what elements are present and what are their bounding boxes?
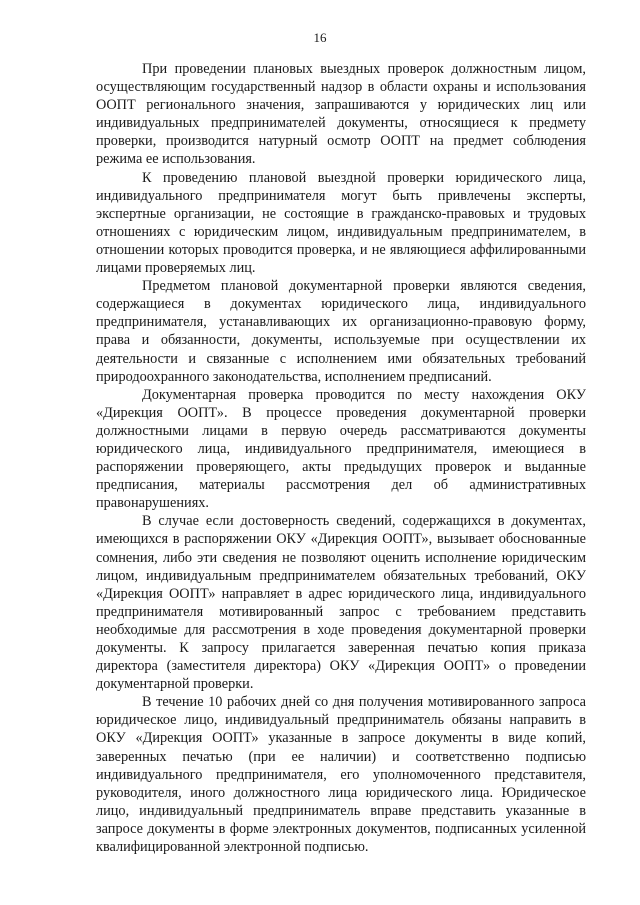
page-number: 16 [313, 30, 327, 45]
paragraph-documentary-inspection-location: Документарная проверка проводится по месту нахождения ОКУ «Дирекция ООПТ». В процессе проведения документарной проверки должностными лицами в первую очередь рассматриваются документы юридического лица, индивидуального предпринимателя, имеющиеся в распоряжении проверяющего, акты предыдущих проверок и выданные предписания, материалы рассмотрения дел об административных правонарушениях. [96, 386, 586, 512]
paragraph-reasoned-request: В случае если достоверность сведений, содержащихся в документах, имеющихся в распоряжении ОКУ «Дирекция ООПТ», вызывает обоснованные сомнения, либо эти сведения не позволяют оценить исполнение юридическим лицом, индивидуальным предпринимателем обязательных требований, ОКУ «Дирекция ООПТ» направляет в адрес юридического лица, индивидуального предпринимателя мотивированный запрос с требованием представить необходимые для рассмотрения в ходе проведения документарной проверки документы. К запросу прилагается заверенная печатью копия приказа директора (заместителя директора) ОКУ «Дирекция ООПТ» о проведении документарной проверки. [96, 513, 586, 693]
paragraph-submission-deadline: В течение 10 рабочих дней со дня получения мотивированного запроса юридическое лицо, индивидуальный предприниматель обязаны направить в ОКУ «Дирекция ООПТ» указанные в запросе документы в виде копий, заверенных печатью (при ее наличии) и соответственно подписью индивидуального предпринимателя, его уполномоченного представителя, руководителя, иного должностного лица юридического лица. Юридическое лицо, индивидуальный предприниматель вправе представить указанные в запросе документы в форме электронных документов, подписанных усиленной квалифицированной электронной подписью. [96, 694, 586, 856]
paragraph-experts-involvement: К проведению плановой выездной проверки юридического лица, индивидуального предпринимателя могут быть привлечены эксперты, экспертные организации, не состоящие в гражданско-правовых и трудовых отношениях с юридическим лицом, индивидуальным предпринимателем, в отношении которых проводится проверка, и не являющиеся аффилированными лицами проверяемых лиц. [96, 169, 586, 277]
paragraph-planned-onsite-inspection: При проведении плановых выездных проверок должностным лицом, осуществляющим государственный надзор в области охраны и использования ООПТ регионального значения, запрашиваются у юридических лиц или индивидуальных предпринимателей документы, относящиеся к предмету проверки, производится натурный осмотр ООПТ на предмет соблюдения режима ее использования. [96, 61, 586, 168]
document-body [96, 60, 586, 856]
paragraph-documentary-inspection-subject: Предметом плановой документарной проверки являются сведения, содержащиеся в документах юридического лица, индивидуального предпринимателя, устанавливающих их организационно-правовую форму, права и обязанности, документы, используемые при осуществлении их деятельности и связанные с исполнением ими обязательных требований природоохранного законодательства, исполнением предписаний. [96, 278, 586, 385]
